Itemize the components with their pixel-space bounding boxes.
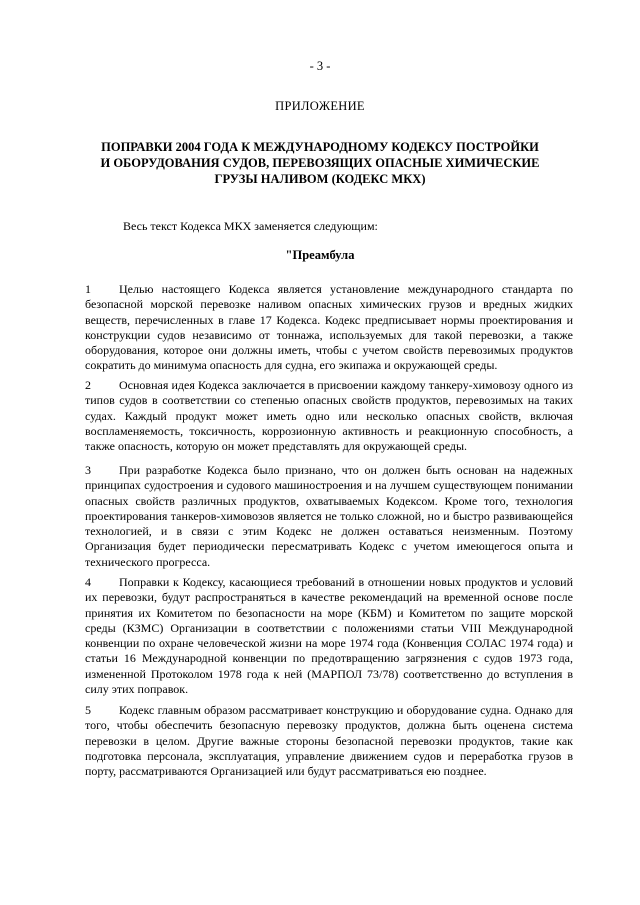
paragraph-text: При разработке Кодекса было признано, что он должен быть основан на надежных принципах судостроения и судового машиностроения и на лучшем существующем понимании опасных свойств различных продуктов, охватываемых Кодексом. Кроме того, технология проектирования танкеров-химовозов является не только сложной, но и быстро развивающейся технологией, и в связи с этим Кодекс не должен оставаться неизменным. Поэтому Организация будет периодически пересматривать Кодекс с учетом имеющегося опыта и технического прогресса. [85, 463, 573, 569]
intro-text: Весь текст Кодекса МКХ заменяется следующим: [123, 219, 378, 233]
paragraph-2 [85, 378, 573, 454]
paragraph-number: 5 [85, 703, 91, 717]
paragraph-text: Целью настоящего Кодекса является установление международного стандарта по безопасной морской перевозке наливом опасных химических грузов и вредных жидких веществ, перечисленных в главе 17 Кодекса. Кодекс предписывает нормы проектирования и конструкции судов независимо от тоннажа, используемых для такой перевозки, а также оборудования, которое они должны иметь, чтобы с учетом свойств перевозимых продуктов сократить до минимума опасность для судна, его экипажа и окружающей среды. [85, 282, 573, 373]
paragraph-number: 4 [85, 575, 91, 589]
page-number: - 3 - [309, 59, 331, 73]
paragraph-text: Поправки к Кодексу, касающиеся требований в отношении новых продуктов и условий их перевозки, будут распространяться в качестве рекомендаций на временной основе после принятия их Комитетом по безопасности на море (КБМ) и Комитетом по защите морской среды (КЗМС) Организации в соответствии с положениями статьи VIII Международной конвенции по охране человеческой жизни на море 1974 года (Конвенция СОЛАС 1974 года) и статьи 16 Международной конвенции по предотвращению загрязнения с судов 1973 года, измененной Протоколом 1978 года к ней (МАРПОЛ 73/78) соответственно до вступления в силу этих поправок. [85, 575, 573, 697]
paragraph-5 [85, 703, 573, 779]
paragraph-1 [85, 282, 573, 374]
paragraph-number: 1 [85, 282, 91, 296]
paragraph-text: Кодекс главным образом рассматривает конструкцию и оборудование судна. Однако для того, чтобы обеспечить безопасную перевозку продуктов, должна быть оценена система перевозки в целом. Другие важные стороны безопасной перевозки продуктов, такие как подготовка персонала, эксплуатация, управление движением судов и переработка грузов в порту, рассматриваются Организацией или будут рассматриваться ею позднее. [85, 703, 573, 779]
paragraph-text: Основная идея Кодекса заключается в присвоении каждому танкеру-химовозу одного из типов судов в соответствии со степенью опасных свойств продуктов, перевозимых на таких судах. Каждый продукт может иметь одно или несколько опасных свойств, включая воспламеняемость, токсичность, коррозионную активность и реакционную способность, а также опасность, которую он может представлять для окружающей среды. [85, 378, 573, 454]
annex-heading: ПРИЛОЖЕНИЕ [275, 99, 365, 113]
paragraph-4 [85, 575, 573, 697]
preamble-heading: "Преамбула [285, 248, 355, 262]
paragraph-3 [85, 463, 573, 570]
paragraph-number: 2 [85, 378, 91, 392]
paragraph-number: 3 [85, 463, 91, 477]
document-title: ПОПРАВКИ 2004 ГОДА К МЕЖДУНАРОДНОМУ КОДЕКСУ ПОСТРОЙКИ И ОБОРУДОВАНИЯ СУДОВ, ПЕРЕВОЗЯЩИХ ОПАСНЫЕ ХИМИЧЕСКИЕ ГРУЗЫ НАЛИВОМ (КОДЕКС МКХ) [100, 140, 540, 186]
